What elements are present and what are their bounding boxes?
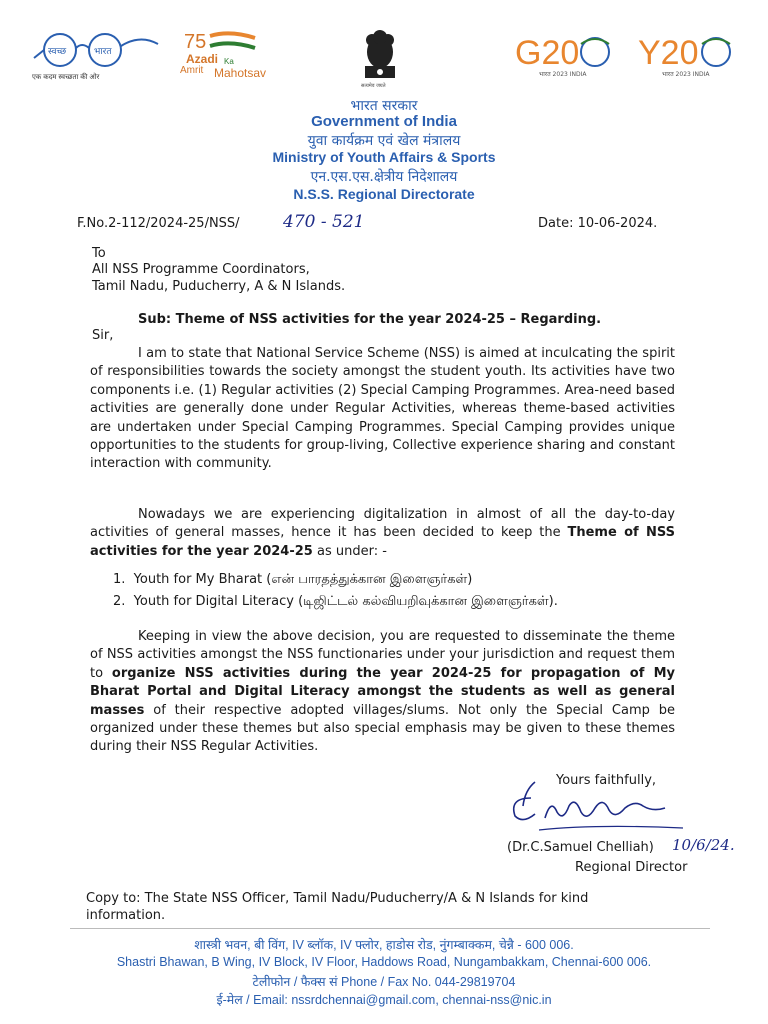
paragraph-2 [90, 506, 675, 561]
handwritten-dispatch-number: 470 - 521 [283, 212, 365, 232]
hindi-government-title: भारत सरकार [350, 98, 418, 114]
letter-date: Date: 10-06-2024. [538, 216, 658, 231]
paragraph-1: I am to state that National Service Scheme (NSS) is aimed at inculcating the spirit of responsibilities towards the society amongst the student youth. Its activities have two components i.e. (1) Regular activities (2) Special Camping Programmes. Area-need based activities are generally done under Regular Activities, whereas theme-based activities are undertaken under Special Camping Programmes. Special Camping provides unique opportunities to the students for group-living, Collective experience sharing and constant interaction with community. [90, 346, 675, 472]
theme-item-2: 2. Youth for Digital Literacy (டிஜிட்டல் கல்வியறிவுக்கான இளைஞர்கள்). [113, 594, 558, 609]
azadi-word: Azadi [186, 52, 219, 66]
paragraph-2-bold: Theme of NSS activities for the year 2024-25 [90, 525, 675, 559]
copy-to-line-1: Copy to: The State NSS Officer, Tamil Nadu/Puducherry/A & N Islands for kind [86, 891, 589, 906]
paragraph-2-text-1: Nowadays we are experiencing digitalization in almost of all the day-to-day activities of general masses, hence it has been decided to keep the [90, 507, 675, 541]
signatory-name: (Dr.C.Samuel Chelliah) [507, 840, 654, 855]
signatory-title: Regional Director [575, 860, 688, 875]
footer-phone: टेलीफोन / फैक्स सं Phone / Fax No. 044-29819704 [252, 975, 516, 989]
salutation: Sir, [92, 328, 114, 343]
ashoka-lion-icon [355, 28, 405, 82]
flag-green-stripe [210, 43, 255, 48]
y20-subtitle: भारत 2023 INDIA [662, 71, 710, 78]
g20-subtitle: भारत 2023 INDIA [539, 71, 587, 78]
azadi-75: 75 [184, 31, 207, 53]
theme-item-2-text: Youth for Digital Literacy (டிஜிட்டல் கல்வியறிவுக்கான இளைஞர்கள்). [133, 594, 558, 609]
g20-logo [515, 30, 615, 82]
swachh-label: स्वच्छ [48, 47, 67, 57]
closing: Yours faithfully, [556, 773, 657, 788]
emblem-motto: सत्यमेव जयते [361, 83, 386, 89]
azadi-ka: Ka [224, 57, 234, 66]
swachh-bharat-logo [30, 30, 165, 85]
y20-text: Y20 [638, 34, 699, 70]
national-emblem-logo [355, 28, 405, 92]
hindi-ministry-title: युवा कार्यक्रम एवं खेल मंत्रालय [307, 133, 461, 149]
g20-text: G20 [515, 34, 580, 70]
footer-divider [70, 928, 710, 929]
government-title: Government of India [311, 113, 457, 130]
file-number: F.No.2-112/2024-25/NSS/ [77, 216, 240, 231]
theme-item-1-text: Youth for My Bharat (என் பாரதத்துக்கான இளைஞர்கள்) [133, 572, 473, 587]
spectacles-icon [30, 30, 165, 74]
signature [505, 778, 685, 840]
recipient-line-2: Tamil Nadu, Puducherry, A & N Islands. [92, 279, 346, 294]
copy-to-line-2: information. [86, 908, 166, 923]
footer-email[interactable]: ई-मेल / Email: nssrdchennai@gmail.com, chennai-nss@nic.in [216, 993, 552, 1007]
recipient-line-1: All NSS Programme Coordinators, [92, 262, 310, 277]
azadi-mahotsav: Mahotsav [214, 66, 267, 80]
footer-hindi-address: शास्त्री भवन, बी विंग, IV ब्लॉक, IV फ्लोर, हाडोस रोड, नुंगम्बाक्कम, चेन्नै - 600 006. [194, 938, 574, 952]
paragraph-2-text-2: as under: - [312, 543, 387, 559]
subject-line: Sub: Theme of NSS activities for the year 2024-25 – Regarding. [138, 312, 602, 327]
azadi-ka-amrit-mahotsav-logo [180, 28, 280, 86]
ministry-title: Ministry of Youth Affairs & Sports [272, 149, 496, 165]
handwritten-sign-date: 10/6/24. [672, 836, 735, 854]
paragraph-3-text-1: Keeping in view the above decision, you are requested to disseminate the theme of NSS activities amongst the NSS functionaries under your jurisdiction and request them to [90, 629, 675, 681]
directorate-title: N.S.S. Regional Directorate [293, 186, 475, 202]
swachh-tagline: एक कदम स्वच्छता की ओर [32, 74, 100, 81]
theme-item-1: 1. Youth for My Bharat (என் பாரதத்துக்கான இளைஞர்கள்) [113, 572, 473, 587]
bharat-label: भारत [94, 47, 112, 57]
footer-address: Shastri Bhawan, B Wing, IV Block, IV Floor, Haddows Road, Nungambakkam, Chennai-600 006. [116, 955, 652, 969]
paragraph-3-bold: organize NSS activities during the year 2024-25 for propagation of My Bharat Portal and Digital Literacy amongst the students as well as general masses [90, 665, 675, 718]
paragraph-3-text-2: of their respective adopted villages/slums. Not only the Special Camp be organized under these themes but also special emphasis may be given to these themes during their NSS Regular Activities. [90, 702, 675, 755]
hindi-directorate-title: एन.एस.एस.क्षेत्रीय निदेशालय [310, 169, 458, 185]
azadi-amrit: Amrit [180, 65, 204, 76]
to-label: To [92, 246, 106, 261]
paragraph-3 [90, 628, 675, 757]
y20-logo [638, 30, 738, 82]
